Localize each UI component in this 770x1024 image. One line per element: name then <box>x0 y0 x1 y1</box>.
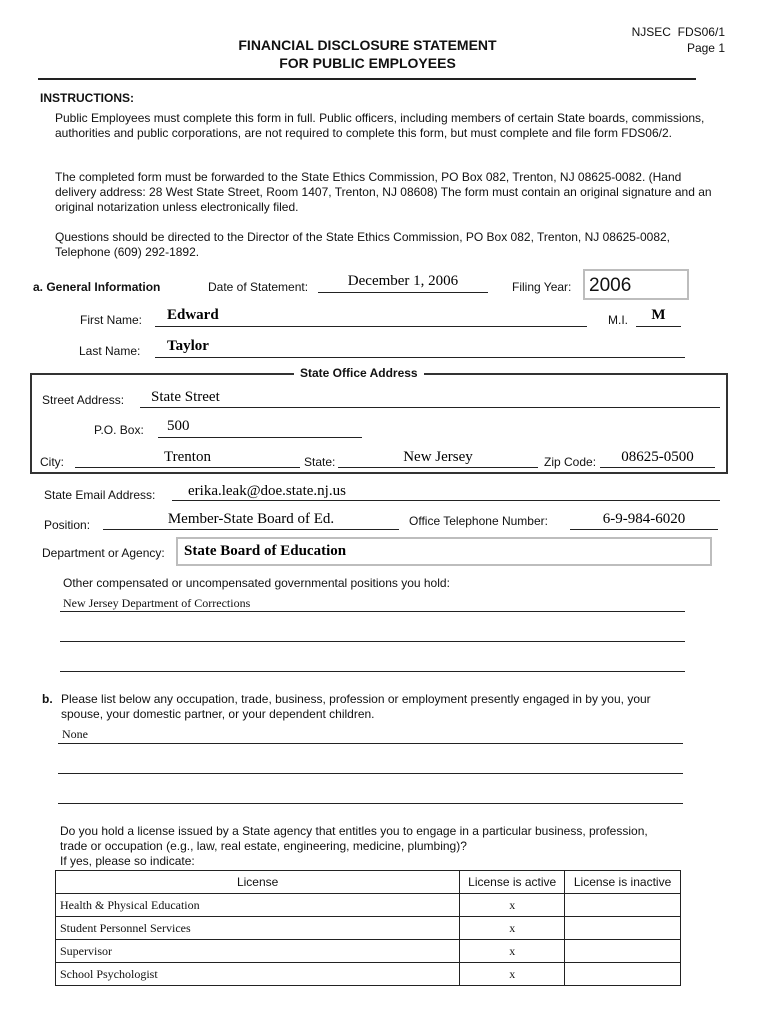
form-title-line1: FINANCIAL DISCLOSURE STATEMENT <box>238 37 497 53</box>
department-agency-label: Department or Agency: <box>42 546 165 560</box>
mi-label: M.I. <box>608 313 628 327</box>
license-question-line-2: trade or occupation (e.g., law, real estate, engineering, medicine, plumbing)? <box>60 839 467 853</box>
occupation-answer-field[interactable]: None <box>62 727 88 741</box>
license-table-header <box>56 871 681 894</box>
license-inactive-cell[interactable] <box>565 917 681 940</box>
position-field[interactable]: Member-State Board of Ed. <box>167 511 335 527</box>
license-name-cell[interactable]: Health & Physical Education <box>56 894 460 917</box>
last-name-field[interactable]: Taylor <box>167 338 209 354</box>
state-field[interactable]: New Jersey <box>403 449 473 465</box>
city-field[interactable]: Trenton <box>164 449 211 465</box>
general-information-label: a. General Information <box>33 280 161 294</box>
office-telephone-field[interactable]: 6-9-984-6020 <box>602 511 686 527</box>
other-positions-line-1 <box>60 611 685 612</box>
state-label: State: <box>304 455 336 469</box>
filing-year-field[interactable] <box>583 269 689 300</box>
license-name-cell[interactable]: Student Personnel Services <box>56 917 460 940</box>
mi-line <box>636 326 681 327</box>
license-name-cell[interactable]: School Psychologist <box>56 963 460 986</box>
last-name-line <box>155 357 685 358</box>
position-line <box>103 529 399 530</box>
last-name-label: Last Name: <box>79 344 141 358</box>
table-row <box>56 894 681 917</box>
department-agency-value: State Board of Education <box>184 543 347 559</box>
license-inactive-column-header: License is inactive <box>565 871 681 894</box>
state-office-address-heading: State Office Address <box>294 366 424 380</box>
zip-code-line <box>600 467 715 468</box>
position-label: Position: <box>44 518 91 532</box>
state-email-label: State Email Address: <box>44 488 156 502</box>
zip-code-label: Zip Code: <box>544 455 597 469</box>
license-inactive-cell[interactable] <box>565 894 681 917</box>
section-b-marker: b. <box>42 692 53 706</box>
instructions-paragraph-1: Public Employees must complete this form in full. Public officers, including members of certain State boards, commissions, authorities and public corporations, are not required to complete this form, but must complete and file form FDS06/2. <box>55 111 705 140</box>
department-agency-field[interactable] <box>176 537 712 566</box>
state-email-line <box>172 500 720 501</box>
license-question-line-3: If yes, please so indicate: <box>60 854 195 868</box>
date-of-statement-line <box>318 292 488 293</box>
po-box-field[interactable]: 500 <box>167 418 190 434</box>
first-name-label: First Name: <box>80 313 143 327</box>
license-inactive-cell[interactable] <box>565 963 681 986</box>
license-column-header: License <box>56 871 460 894</box>
form-title-line2: FOR PUBLIC EMPLOYEES <box>279 55 456 71</box>
mi-field[interactable]: M <box>651 307 666 323</box>
license-question-line-1: Do you hold a license issued by a State agency that entitles you to engage in a particular business, profession, <box>60 824 648 838</box>
license-inactive-cell[interactable] <box>565 940 681 963</box>
filing-year-value: 2006 <box>589 275 632 296</box>
office-telephone-line <box>570 529 718 530</box>
license-active-column-header: License is active <box>460 871 565 894</box>
instructions-heading: INSTRUCTIONS: <box>40 91 134 105</box>
form-id: NJSEC FDS06/1 <box>631 25 725 39</box>
other-positions-line-2 <box>60 641 685 642</box>
city-line <box>75 467 300 468</box>
header-rule <box>38 78 696 80</box>
po-box-label: P.O. Box: <box>94 423 144 437</box>
first-name-line <box>155 326 587 327</box>
page-number: Page 1 <box>686 41 725 55</box>
date-of-statement-label: Date of Statement: <box>208 280 309 294</box>
occupation-question: Please list below any occupation, trade, business, profession or employment presently engaged in by you, your spouse, your domestic partner, or your dependent children. <box>61 692 651 721</box>
license-active-cell[interactable]: x <box>460 963 565 986</box>
filing-year-label: Filing Year: <box>512 280 572 294</box>
other-positions-line-3 <box>60 671 685 672</box>
street-address-line <box>140 407 720 408</box>
license-active-cell[interactable]: x <box>460 917 565 940</box>
state-email-field[interactable]: erika.leak@doe.state.nj.us <box>188 483 346 499</box>
occupation-line-3 <box>58 803 683 804</box>
office-telephone-label: Office Telephone Number: <box>409 514 548 528</box>
table-row <box>56 917 681 940</box>
license-table <box>55 870 681 986</box>
street-address-field[interactable]: State Street <box>151 389 220 405</box>
table-row <box>56 963 681 986</box>
date-of-statement-field[interactable]: December 1, 2006 <box>347 273 459 289</box>
other-positions-field[interactable]: New Jersey Department of Corrections <box>63 596 251 610</box>
occupation-line-1 <box>58 743 683 744</box>
instructions-paragraph-3: Questions should be directed to the Director of the State Ethics Commission, PO Box 082, Trenton, NJ 08625-0082, Telephone (609) 292-1892. <box>55 230 670 259</box>
state-line <box>338 467 538 468</box>
zip-code-field[interactable]: 08625-0500 <box>621 449 694 465</box>
table-row <box>56 940 681 963</box>
city-label: City: <box>40 455 64 469</box>
street-address-label: Street Address: <box>42 393 125 407</box>
other-positions-label: Other compensated or uncompensated governmental positions you hold: <box>63 576 450 590</box>
license-active-cell[interactable]: x <box>460 894 565 917</box>
occupation-line-2 <box>58 773 683 774</box>
license-name-cell[interactable]: Supervisor <box>56 940 460 963</box>
po-box-line <box>158 437 362 438</box>
first-name-field[interactable]: Edward <box>167 307 219 323</box>
instructions-paragraph-2: The completed form must be forwarded to the State Ethics Commission, PO Box 082, Trenton, NJ 08625-0082. (Hand delivery address: 28 West State Street, Room 1407, Trenton, NJ 08608) The form must contain an original signature and an original notarization unless electronically filed. <box>55 170 712 214</box>
license-active-cell[interactable]: x <box>460 940 565 963</box>
